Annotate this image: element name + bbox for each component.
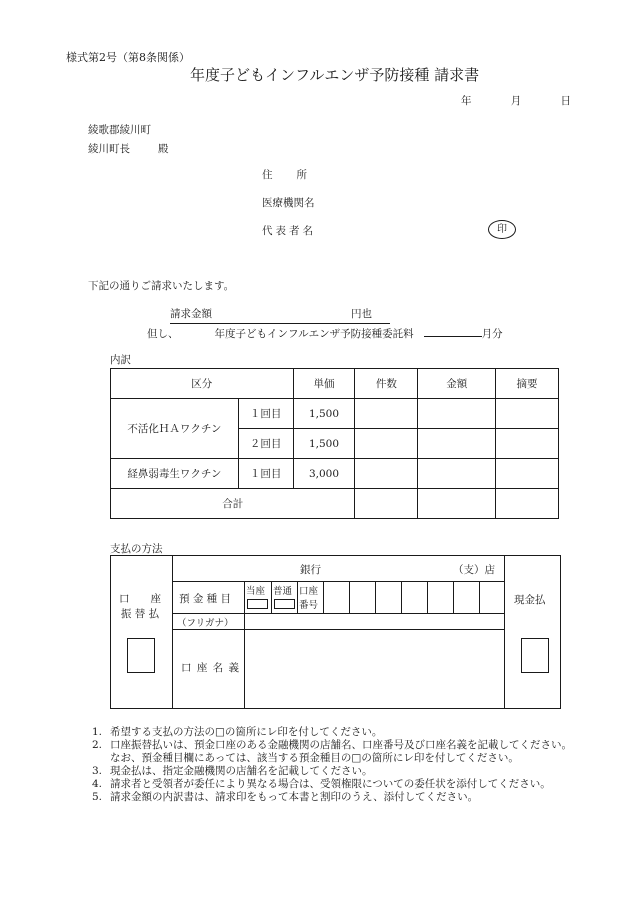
checking-label: 当座 bbox=[246, 586, 266, 597]
ordinary-checkbox[interactable] bbox=[274, 599, 295, 609]
amount-line bbox=[170, 306, 390, 324]
honorific: 殿 bbox=[158, 143, 169, 155]
table-row bbox=[111, 399, 559, 429]
purpose-text: 年度子どもインフルエンザ予防接種委託料 bbox=[214, 328, 414, 340]
table-row bbox=[111, 459, 559, 489]
page-title: 年度子どもインフルエンザ予防接種 請求書 bbox=[190, 66, 480, 84]
form-number: 様式第2号（第8条関係） bbox=[66, 51, 190, 64]
furigana-label: （フリガナ） bbox=[177, 618, 234, 629]
month-suffix: 月分 bbox=[481, 328, 503, 340]
vaccine-inactivated: 不活化ＨＡワクチン bbox=[111, 399, 239, 459]
divider bbox=[504, 556, 505, 708]
header-category: 区分 bbox=[111, 369, 294, 399]
header-remarks: 摘要 bbox=[496, 369, 559, 399]
remarks-cell[interactable] bbox=[496, 459, 559, 489]
total-label: 合計 bbox=[111, 489, 355, 519]
cash-checkbox[interactable] bbox=[521, 638, 549, 673]
remarks-cell[interactable] bbox=[496, 399, 559, 429]
total-remarks-cell[interactable] bbox=[496, 489, 559, 519]
representative-label: 代表者名 bbox=[262, 225, 316, 237]
divider bbox=[375, 581, 376, 613]
divider bbox=[453, 581, 454, 613]
notes-list bbox=[92, 726, 572, 804]
price-cell: 1,500 bbox=[293, 429, 355, 459]
request-text: 下記の通りご請求いたします。 bbox=[88, 280, 235, 292]
count-cell[interactable] bbox=[355, 459, 418, 489]
total-count-cell[interactable] bbox=[355, 489, 418, 519]
month-blank[interactable] bbox=[424, 326, 482, 337]
bank-label: 銀行 bbox=[300, 564, 321, 576]
divider bbox=[297, 581, 298, 613]
amount-cell[interactable] bbox=[418, 459, 496, 489]
amount-label: 請求金額 bbox=[170, 308, 212, 320]
cash-label: 現金払 bbox=[514, 594, 546, 606]
divider bbox=[172, 581, 504, 582]
mayor-label: 綾川町長 bbox=[88, 143, 130, 155]
date-fields bbox=[461, 93, 571, 108]
breakdown-table bbox=[110, 368, 559, 519]
header-amount: 金額 bbox=[418, 369, 496, 399]
list-item: 4. 請求者と受領者が委任により異なる場合は、受領権限についての委任状を添付してください。 bbox=[92, 778, 551, 790]
divider bbox=[244, 581, 245, 708]
date-day: 日 bbox=[560, 95, 571, 107]
divider bbox=[323, 581, 324, 613]
addressee-mayor bbox=[88, 141, 169, 156]
price-cell: 1,500 bbox=[293, 399, 355, 429]
amount-cell[interactable] bbox=[418, 429, 496, 459]
divider bbox=[479, 581, 480, 613]
list-item: 2. 口座振替払いは、預金口座のある金融機関の店舗名、口座番号及び口座名義を記載してください。なお、預金種目欄にあっては、該当する預金種目の□の箇所にレ印を付してください。 bbox=[92, 739, 572, 764]
breakdown-title: 内訳 bbox=[110, 354, 131, 366]
list-item: 5. 請求金額の内訳書は、請求印をもって本書と割印のうえ、添付してください。 bbox=[92, 791, 479, 803]
divider bbox=[401, 581, 402, 613]
amount-unit: 円也 bbox=[351, 308, 372, 320]
divider bbox=[349, 581, 350, 613]
list-item: 1. 希望する支払の方法の□の箇所にレ印を付してください。 bbox=[92, 726, 383, 738]
deposit-type-label: 預 金 種 目 bbox=[179, 593, 232, 605]
price-cell: 3,000 bbox=[293, 459, 355, 489]
divider bbox=[172, 556, 173, 708]
dose-cell: １回目 bbox=[238, 399, 293, 429]
amount-cell[interactable] bbox=[418, 399, 496, 429]
count-cell[interactable] bbox=[355, 429, 418, 459]
proviso-label: 但し、 bbox=[147, 328, 179, 340]
header-unit-price: 単価 bbox=[293, 369, 355, 399]
count-cell[interactable] bbox=[355, 399, 418, 429]
account-transfer-label: 口 座 振 替 払 bbox=[119, 593, 161, 620]
account-transfer-checkbox[interactable] bbox=[127, 638, 155, 673]
list-item: 3. 現金払は、指定金融機関の店舗名を記載してください。 bbox=[92, 765, 373, 777]
table-header-row bbox=[111, 369, 559, 399]
account-name-label: 口 座 名 義 bbox=[181, 662, 241, 674]
proviso-line bbox=[147, 326, 503, 341]
address-label: 住所 bbox=[262, 169, 331, 181]
payment-box bbox=[110, 555, 561, 709]
payment-title: 支払の方法 bbox=[110, 543, 163, 555]
checking-checkbox[interactable] bbox=[247, 599, 268, 609]
header-count: 件数 bbox=[355, 369, 418, 399]
account-number-label-1: 口座 bbox=[299, 586, 319, 597]
seal-mark: 印 bbox=[488, 220, 516, 239]
dose-cell: １回目 bbox=[238, 459, 293, 489]
ordinary-label: 普通 bbox=[273, 586, 293, 597]
date-month: 月 bbox=[510, 95, 522, 107]
dose-cell: ２回目 bbox=[238, 429, 293, 459]
total-amount-cell[interactable] bbox=[418, 489, 496, 519]
divider bbox=[427, 581, 428, 613]
divider bbox=[172, 613, 504, 614]
vaccine-nasal: 経鼻弱毒生ワクチン bbox=[111, 459, 239, 489]
account-number-label-2: 番号 bbox=[299, 600, 319, 611]
branch-label: （支）店 bbox=[453, 564, 495, 576]
divider bbox=[172, 629, 504, 630]
date-year: 年 bbox=[461, 95, 472, 107]
total-row bbox=[111, 489, 559, 519]
remarks-cell[interactable] bbox=[496, 429, 559, 459]
institution-label: 医療機関名 bbox=[262, 197, 315, 209]
addressee-town: 綾歌郡綾川町 bbox=[88, 124, 151, 136]
divider bbox=[271, 581, 272, 613]
